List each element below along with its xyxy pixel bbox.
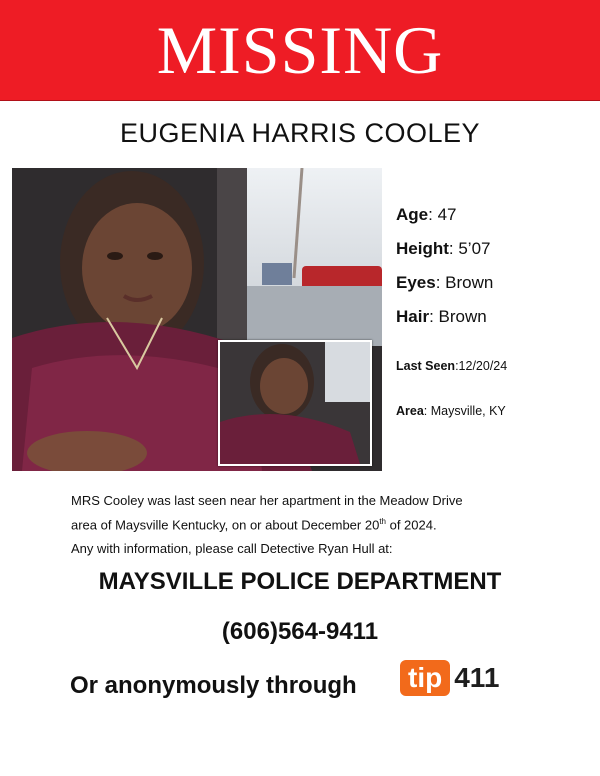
inset-photo: [218, 340, 372, 466]
description-line-1: MRS Cooley was last seen near her apartment in the Meadow Drive: [71, 493, 463, 508]
height-value: : 5’07: [448, 239, 491, 258]
phone-number: (606)564-9411: [221, 618, 379, 645]
eyes-detail: [396, 273, 493, 293]
description-line-2: [71, 511, 541, 535]
hair-value: : Brown: [429, 307, 487, 326]
tip-logo-box: tip: [400, 660, 450, 696]
hair-label: Hair: [396, 307, 430, 326]
anonymous-text: Or anonymously through: [70, 672, 357, 699]
last-seen-value: :12/20/24: [455, 359, 508, 373]
description-paragraph: [71, 490, 541, 535]
height-detail: [396, 239, 490, 259]
person-name: EUGENIA HARRIS COOLEY: [119, 118, 481, 148]
eyes-label: Eyes: [396, 273, 436, 292]
hair-detail: [396, 307, 487, 327]
banner-title: MISSING: [156, 12, 444, 88]
area-detail: [396, 404, 506, 418]
area-label: Area: [396, 404, 424, 418]
description-line-2-text: area of Maysville Kentucky, on or about December 20: [71, 517, 380, 533]
tip411-logo: [400, 660, 499, 696]
tip-logo-number: 411: [454, 662, 500, 693]
police-department: MAYSVILLE POLICE DEPARTMENT: [98, 568, 502, 595]
height-label: Height: [396, 239, 449, 258]
date-suffix: th: [379, 517, 386, 526]
contact-instruction: Any with information, please call Detective Ryan Hull at:: [71, 541, 393, 556]
age-value: : 47: [428, 205, 457, 224]
age-detail: [396, 205, 456, 225]
age-label: Age: [396, 205, 429, 224]
missing-banner: [0, 0, 600, 101]
last-seen-detail: [396, 359, 507, 373]
eyes-value: : Brown: [435, 273, 494, 292]
area-value: : Maysville, KY: [423, 404, 506, 418]
last-seen-label: Last Seen: [396, 359, 456, 373]
description-line-2-end: of 2024.: [385, 517, 437, 533]
